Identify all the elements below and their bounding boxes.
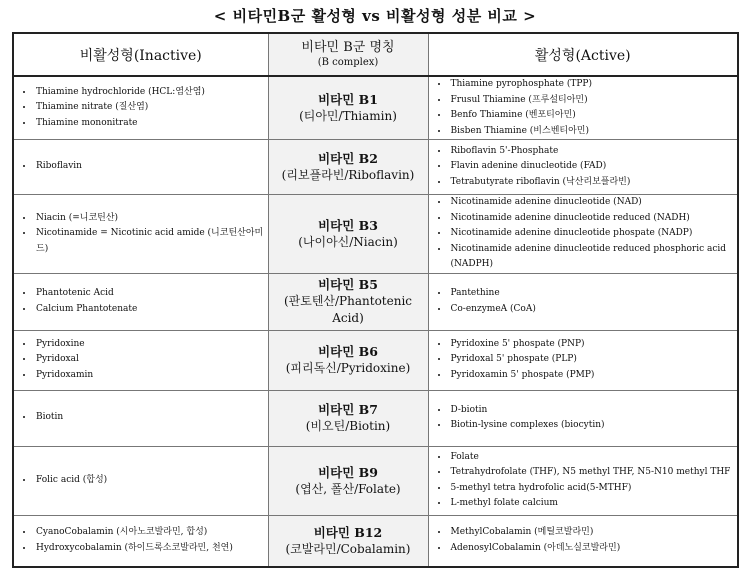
inactive-form-item: • CyanoCobalamin (시아노코발라민, 합성) <box>34 525 268 541</box>
vitamin-name-cell <box>268 273 428 330</box>
inactive-forms-cell <box>13 390 268 446</box>
vitamin-name: 비타민 B3 <box>318 217 378 233</box>
active-forms-list <box>429 525 738 556</box>
inactive-forms-list <box>14 159 268 175</box>
vitamin-b-comparison-table <box>12 32 739 568</box>
vitamin-name-cell <box>268 195 428 274</box>
active-forms-list <box>429 286 738 317</box>
inactive-forms-cell <box>13 195 268 274</box>
active-forms-cell <box>428 140 738 195</box>
header-vitamin-name <box>268 33 428 76</box>
inactive-forms-list <box>14 337 268 384</box>
table-row <box>13 515 738 567</box>
active-forms-cell <box>428 446 738 515</box>
vitamin-name-cell <box>268 390 428 446</box>
vitamin-name-cell <box>268 76 428 140</box>
active-form-item: • Nicotinamide adenine dinucleotide (NAD) <box>449 195 738 211</box>
active-form-item: • Pyridoxamin 5' phospate (PMP) <box>449 368 738 384</box>
active-forms-list <box>429 77 738 139</box>
header-vitamin-name-sub: (B complex) <box>317 56 379 68</box>
inactive-forms-cell <box>13 140 268 195</box>
inactive-form-item: • Thiamine mononitrate <box>34 116 268 132</box>
header-active: 활성형(Active) <box>428 33 738 76</box>
active-form-item: • Biotin-lysine complexes (biocytin) <box>449 418 738 434</box>
vitamin-name: 비타민 B12 <box>313 524 383 540</box>
inactive-forms-list <box>14 286 268 317</box>
inactive-forms-list <box>14 525 268 556</box>
table-row <box>13 140 738 195</box>
active-form-item: • Nicotinamide adenine dinucleotide reduced phosphoric acid (NADPH) <box>449 242 738 273</box>
active-form-item: • Bisben Thiamine (비스벤티아민) <box>449 124 738 140</box>
inactive-forms-cell <box>13 515 268 567</box>
table-header-row <box>13 33 738 76</box>
active-forms-list <box>429 144 738 191</box>
inactive-forms-cell <box>13 76 268 140</box>
vitamin-name-cell <box>268 446 428 515</box>
active-form-item: • Co-enzymeA (CoA) <box>449 302 738 318</box>
active-form-item: • Pyridoxal 5' phospate (PLP) <box>449 352 738 368</box>
active-form-item: • Thiamine pyrophosphate (TPP) <box>449 77 738 93</box>
active-form-item: • Nicotinamide adenine dinucleotide phospate (NADP) <box>449 226 738 242</box>
table-row <box>13 195 738 274</box>
inactive-form-item: • Nicotinamide = Nicotinic acid amide (니코틴산아미드) <box>34 226 268 257</box>
active-form-item: • Folate <box>449 450 738 466</box>
active-form-item: • Riboflavin 5'-Phosphate <box>449 144 738 160</box>
vitamin-name: 비타민 B9 <box>318 464 378 480</box>
table-row <box>13 390 738 446</box>
active-form-item: • 5-methyl tetra hydrofolic acid(5-MTHF) <box>449 481 738 497</box>
table-row <box>13 273 738 330</box>
vitamin-name-cell <box>268 330 428 390</box>
inactive-form-item: • Hydroxycobalamin (하이드록소코발라민, 천연) <box>34 541 268 557</box>
active-form-item: • Nicotinamide adenine dinucleotide reduced (NADH) <box>449 211 738 227</box>
active-forms-cell <box>428 390 738 446</box>
active-form-item: • Flavin adenine dinucleotide (FAD) <box>449 159 738 175</box>
active-form-item: • Frusul Thiamine (프루설티아민) <box>449 93 738 109</box>
page-title: < 비타민B군 활성형 vs 비활성형 성분 비교 > <box>213 7 537 25</box>
active-form-item: • L-methyl folate calcium <box>449 496 738 512</box>
active-forms-cell <box>428 273 738 330</box>
header-inactive: 비활성형(Inactive) <box>13 33 268 76</box>
table-row <box>13 330 738 390</box>
active-forms-list <box>429 403 738 434</box>
vitamin-alias: (피리독신/Pyridoxine) <box>285 361 411 375</box>
vitamin-alias: (티아민/Thiamin) <box>299 109 397 123</box>
inactive-forms-cell <box>13 273 268 330</box>
inactive-form-item: • Pyridoxamin <box>34 368 268 384</box>
vitamin-alias: (리보플라빈/Riboflavin) <box>281 168 415 182</box>
active-form-item: • AdenosylCobalamin (아데노실코발라민) <box>449 541 738 557</box>
vitamin-alias: (엽산, 폴산/Folate) <box>295 481 401 496</box>
header-vitamin-name-main: 비타민 B군 명칭 <box>301 39 395 55</box>
inactive-forms-list <box>14 410 268 426</box>
active-forms-cell <box>428 515 738 567</box>
inactive-form-item: • Riboflavin <box>34 159 268 175</box>
vitamin-name: 비타민 B5 <box>318 277 378 292</box>
active-forms-list <box>429 450 738 512</box>
inactive-form-item: • Thiamine hydrochloride (HCL:염산염) <box>34 85 268 101</box>
vitamin-alias: (나이아신/Niacin) <box>298 234 398 249</box>
inactive-forms-list <box>14 211 268 258</box>
active-forms-cell <box>428 330 738 390</box>
vitamin-name: 비타민 B1 <box>318 92 378 107</box>
inactive-form-item: • Folic acid (합성) <box>34 473 268 489</box>
active-forms-cell <box>428 195 738 274</box>
table-row <box>13 446 738 515</box>
inactive-form-item: • Biotin <box>34 410 268 426</box>
active-forms-cell <box>428 76 738 140</box>
vitamin-name-cell <box>268 140 428 195</box>
inactive-forms-list <box>14 85 268 132</box>
inactive-forms-cell <box>13 446 268 515</box>
inactive-forms-list <box>14 473 268 489</box>
vitamin-alias: (판토텐산/Phantotenic Acid) <box>283 294 413 325</box>
active-form-item: • Tetrabutyrate riboflavin (낙산리보플라빈) <box>449 175 738 191</box>
vitamin-alias: (비오틴/Biotin) <box>305 419 391 433</box>
active-form-item: • Benfo Thiamine (벤포티아민) <box>449 108 738 124</box>
active-form-item: • MethylCobalamin (메틸코발라민) <box>449 525 738 541</box>
table-row <box>13 76 738 140</box>
inactive-form-item: • Thiamine nitrate (질산염) <box>34 100 268 116</box>
vitamin-name-cell <box>268 515 428 567</box>
vitamin-name: 비타민 B2 <box>318 151 378 166</box>
active-form-item: • Pyridoxine 5' phospate (PNP) <box>449 337 738 353</box>
inactive-form-item: • Phantotenic Acid <box>34 286 268 302</box>
inactive-form-item: • Calcium Phantotenate <box>34 302 268 318</box>
active-form-item: • Tetrahydrofolate (THF), N5 methyl THF, N5-N10 methyl THF <box>449 465 738 481</box>
vitamin-name: 비타민 B7 <box>318 402 378 417</box>
vitamin-alias: (코발라민/Cobalamin) <box>285 541 411 556</box>
active-forms-list <box>429 195 738 273</box>
active-form-item: • Pantethine <box>449 286 738 302</box>
active-form-item: • D-biotin <box>449 403 738 419</box>
vitamin-name: 비타민 B6 <box>318 344 378 359</box>
inactive-form-item: • Pyridoxal <box>34 352 268 368</box>
inactive-forms-cell <box>13 330 268 390</box>
inactive-form-item: • Niacin (=니코틴산) <box>34 211 268 227</box>
inactive-form-item: • Pyridoxine <box>34 337 268 353</box>
active-forms-list <box>429 337 738 384</box>
